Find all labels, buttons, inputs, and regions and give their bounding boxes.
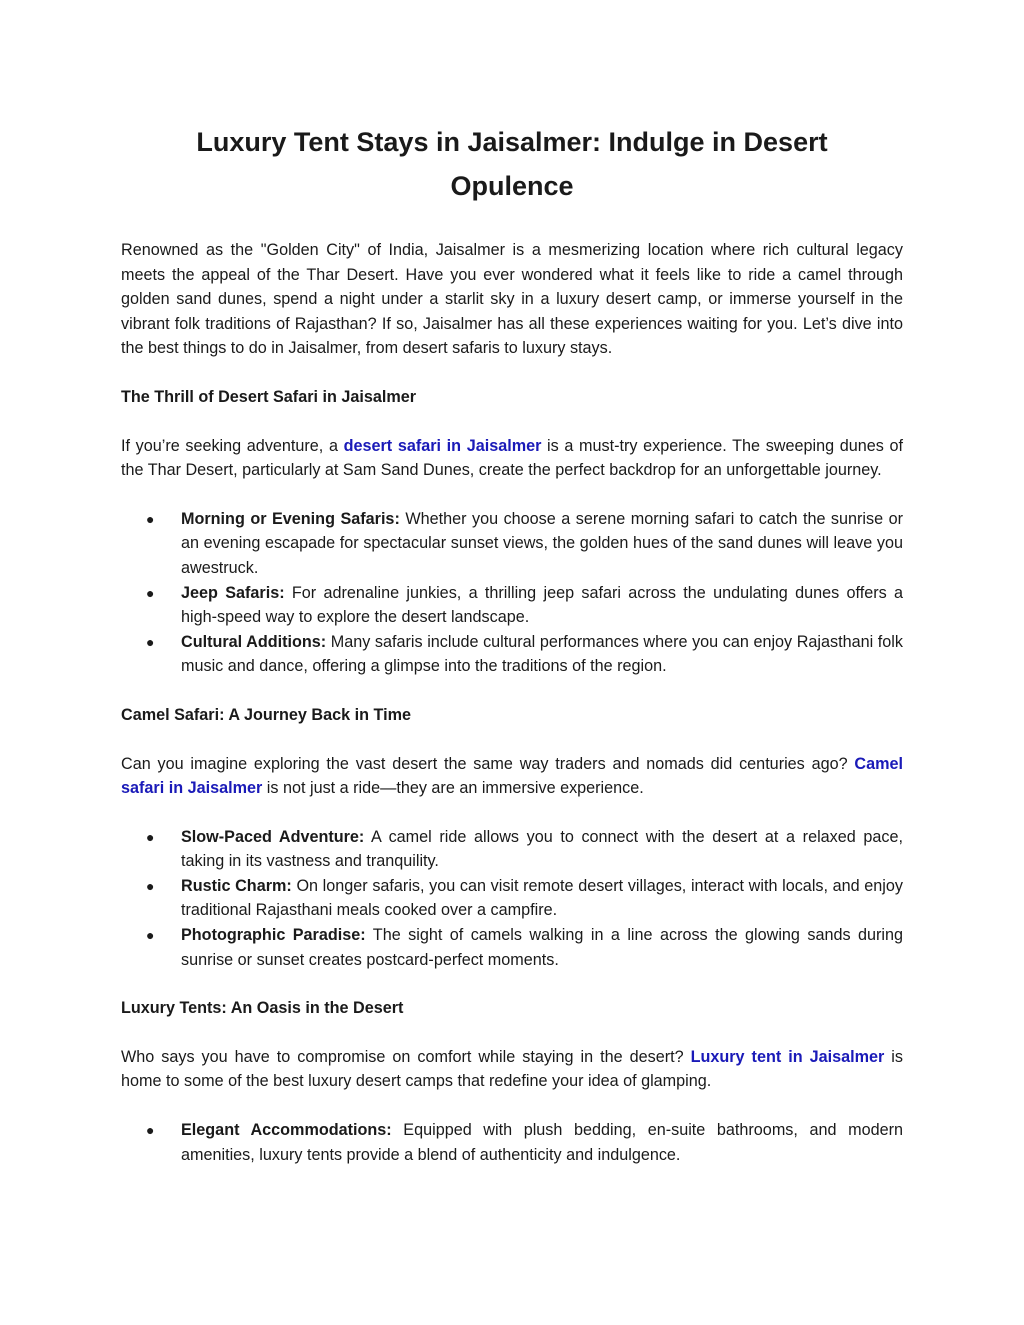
list-item-text: Equipped with plush bedding, en-suite bathrooms, and modern amenities, luxury tents provide a blend of authenticity and indulgence.: [181, 1121, 903, 1164]
bullet-icon: ●: [146, 877, 155, 894]
list-item-text: Whether you choose a serene morning safari to catch the sunrise or an evening escapade for spectacular sunset views, the golden hues of the sand dunes will leave you awestruck.: [181, 509, 903, 577]
list-item: [121, 874, 903, 923]
section-paragraph-desert-safari: [121, 434, 903, 483]
section-heading-desert-safari: The Thrill of Desert Safari in Jaisalmer: [121, 387, 417, 406]
paragraph-text: is not just a ride—they are an immersive experience.: [262, 779, 644, 798]
bullet-icon: ●: [146, 510, 155, 527]
list-item-label: Elegant Accommodations:: [181, 1121, 392, 1140]
list-item-label: Morning or Evening Safaris:: [181, 509, 400, 528]
bullet-icon: ●: [146, 927, 155, 944]
bullet-icon: ●: [146, 584, 155, 601]
list-item: [121, 923, 903, 972]
camel-safari-list: [121, 825, 903, 973]
intro-paragraph: Renowned as the "Golden City" of India, Jaisalmer is a mesmerizing location where rich cultural legacy meets the appeal of the Thar Desert. Have you ever wondered what it feels like to ride a camel through golden sand dunes, spend a night under a starlit sky in a luxury desert camp, or immerse yourself in the vibrant folk traditions of Rajasthan? If so, Jaisalmer has all these experiences waiting for you. Let’s dive into the best things to do in Jaisalmer, from desert safaris to luxury stays.: [121, 241, 903, 358]
paragraph-text: Who says you have to compromise on comfort while staying in the desert?: [121, 1047, 691, 1066]
list-item: [121, 825, 903, 874]
list-item-text: Many safaris include cultural performances where you can enjoy Rajasthani folk music and dance, offering a glimpse into the traditions of the region.: [181, 632, 904, 676]
bullet-icon: ●: [146, 828, 155, 845]
bullet-icon: ●: [146, 633, 155, 650]
list-item-text: A camel ride allows you to connect with the desert at a relaxed pace, taking in its vastness and tranquility.: [181, 827, 903, 871]
section-heading-camel-safari: Camel Safari: A Journey Back in Time: [121, 705, 411, 724]
list-item-label: Photographic Paradise:: [181, 926, 366, 945]
list-item-label: Slow-Paced Adventure:: [181, 827, 365, 846]
paragraph-text: Can you imagine exploring the vast desert the same way traders and nomads did centuries ago?: [121, 754, 855, 773]
paragraph-text: is a must-try experience. The sweeping dunes of the Thar Desert, particularly at Sam Sand Dunes, create the perfect backdrop for an unforgettable journey.: [121, 436, 903, 480]
list-item-text: For adrenaline junkies, a thrilling jeep safari across the undulating dunes offers a high-speed way to explore the desert landscape.: [181, 583, 903, 627]
list-item: [121, 507, 903, 581]
document-page: [121, 120, 903, 1167]
list-item-label: Rustic Charm:: [181, 876, 292, 895]
list-item: [121, 1118, 903, 1167]
list-item-text: On longer safaris, you can visit remote desert villages, interact with locals, and enjoy traditional Rajasthani meals cooked over a campfire.: [181, 876, 904, 920]
desert-safari-link[interactable]: desert safari in Jaisalmer: [343, 436, 542, 455]
list-item: [121, 630, 903, 679]
list-item-label: Jeep Safaris:: [181, 583, 285, 602]
section-paragraph-luxury-tents: [121, 1045, 903, 1094]
section-heading-luxury-tents: Luxury Tents: An Oasis in the Desert: [121, 999, 404, 1018]
list-item-text: The sight of camels walking in a line across the glowing sands during sunrise or sunset creates postcard-perfect moments.: [181, 926, 904, 969]
luxury-tents-list: [121, 1118, 903, 1167]
luxury-tent-link[interactable]: Luxury tent in Jaisalmer: [690, 1047, 885, 1066]
desert-safari-list: [121, 507, 903, 679]
paragraph-text: If you’re seeking adventure, a: [121, 436, 344, 455]
paragraph-text: is home to some of the best luxury desert camps that redefine your idea of glamping.: [121, 1047, 903, 1091]
bullet-icon: ●: [146, 1122, 155, 1139]
section-paragraph-camel-safari: [121, 752, 903, 801]
camel-safari-link[interactable]: Camel safari in Jaisalmer: [121, 754, 903, 798]
list-item-label: Cultural Additions:: [181, 632, 327, 651]
list-item: [121, 581, 903, 630]
page-title: Luxury Tent Stays in Jaisalmer: Indulge in Desert Opulence: [196, 127, 828, 201]
